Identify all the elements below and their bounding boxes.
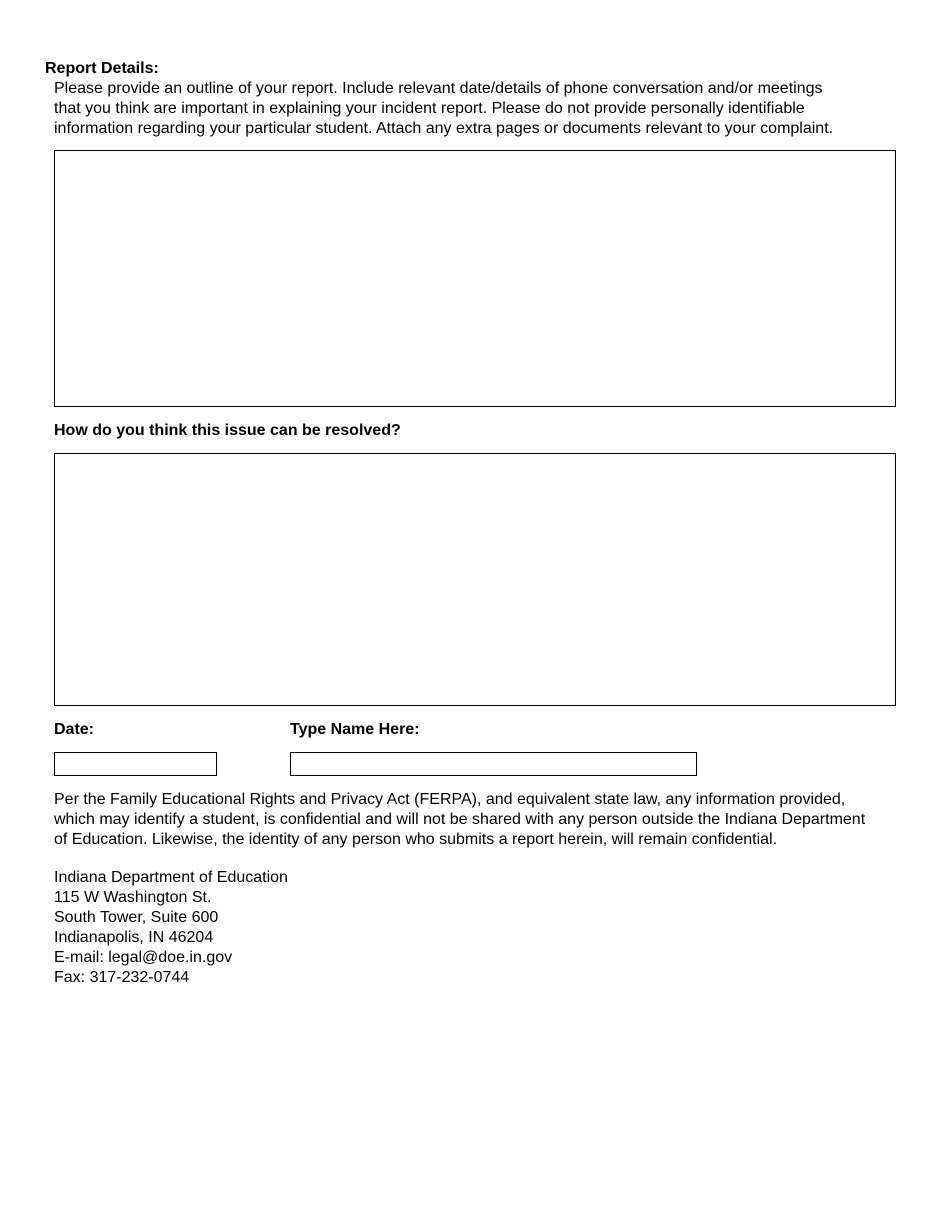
contact-city: Indianapolis, IN 46204 <box>54 929 214 946</box>
name-label: Type Name Here: <box>290 721 420 738</box>
resolution-label: How do you think this issue can be resolved? <box>54 422 401 439</box>
ferpa-line: of Education. Likewise, the identity of any person who submits a report herein, will remain confidential. <box>54 831 778 848</box>
contact-organization: Indiana Department of Education <box>54 869 288 886</box>
contact-street: 115 W Washington St. <box>54 889 212 906</box>
ferpa-notice <box>54 790 865 850</box>
contact-address <box>54 868 288 988</box>
date-input[interactable] <box>54 752 217 776</box>
report-instructions <box>54 79 833 139</box>
name-input[interactable] <box>290 752 697 776</box>
report-details-textarea[interactable] <box>54 150 896 407</box>
ferpa-line: Per the Family Educational Rights and Privacy Act (FERPA), and equivalent state law, any information provided, <box>54 791 846 808</box>
date-label: Date: <box>54 721 95 738</box>
instructions-line: information regarding your particular student. Attach any extra pages or documents relevant to your complaint. <box>54 120 834 137</box>
report-details-heading: Report Details: <box>45 60 159 77</box>
instructions-line: that you think are important in explaining your incident report. Please do not provide personally identifiable <box>54 100 805 117</box>
resolution-textarea[interactable] <box>54 453 896 706</box>
instructions-line: Please provide an outline of your report. Include relevant date/details of phone conversation and/or meetings <box>54 80 823 97</box>
ferpa-line: which may identify a student, is confidential and will not be shared with any person outside the Indiana Department <box>54 811 866 828</box>
contact-suite: South Tower, Suite 600 <box>54 909 219 926</box>
contact-fax: Fax: 317-232-0744 <box>54 969 190 986</box>
contact-email: E-mail: legal@doe.in.gov <box>54 949 233 966</box>
